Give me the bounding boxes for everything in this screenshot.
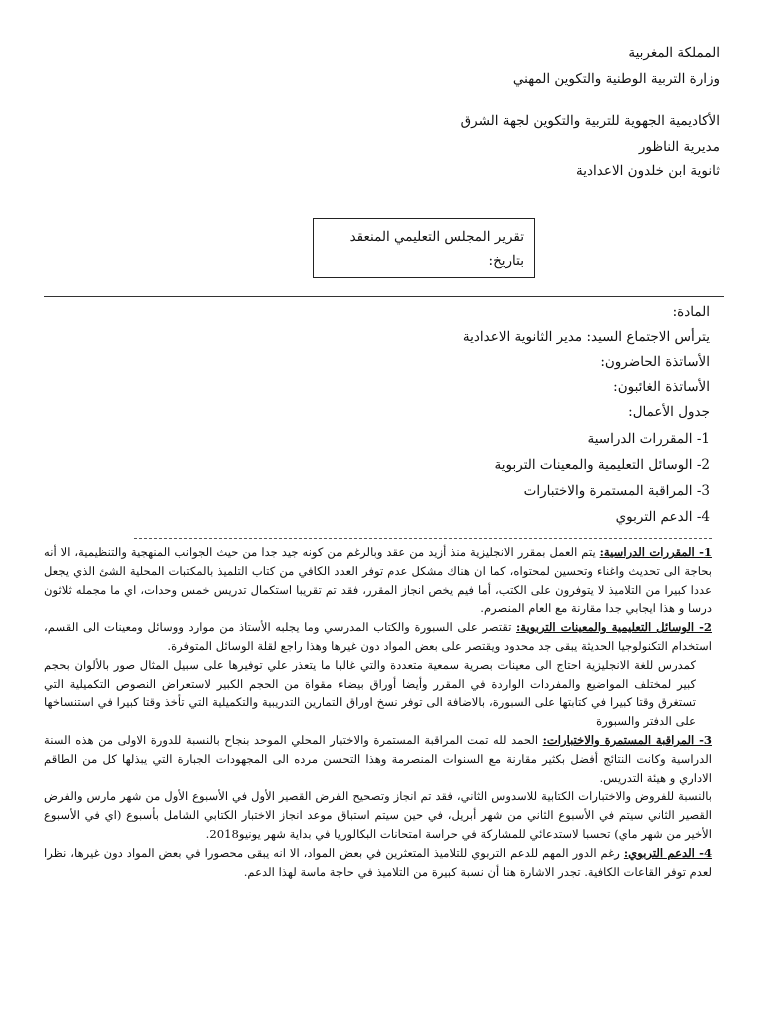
teachers-absent: الأساتذة الغائبون: (613, 379, 710, 395)
header-kingdom: المملكة المغربية (628, 45, 720, 61)
agenda-item: 3- المراقبة المستمرة والاختبارات (523, 483, 710, 499)
agenda-label: جدول الأعمال: (628, 404, 710, 420)
meeting-chair: يترأس الاجتماع السيد: مدير الثانوية الاعدادية (462, 329, 710, 345)
section-heading: 1- المقررات الدراسية: (599, 545, 712, 559)
agenda-item: 4- الدعم التربوي (615, 509, 710, 525)
report-title-box (313, 218, 535, 278)
subject-label: المادة: (672, 304, 710, 320)
section-heading: 4- الدعم التربوي: (623, 845, 713, 860)
header-ministry: وزارة التربية الوطنية والتكوين المهني (512, 71, 720, 87)
section-heading: 2- الوسائل التعليمية والمعينات التربوية: (516, 620, 712, 635)
section-assessment (44, 731, 712, 787)
section-text: تقتصر على السبورة والكتاب المدرسي وما يجلبه الأستاذ من موارد ووسائل ومعينات الى القسم، استخدام التكنولوجيا الحديثة يبقى جد محدود ويقتصر على بعض المواد دون غيرها وهذا راجع لقلة الوسائل المتوفرة. (44, 620, 712, 653)
header-school: ثانوية ابن خلدون الاعدادية (576, 163, 720, 179)
section-paragraph: كمدرس للغة الانجليزية احتاج الى معينات بصرية سمعية متعددة والتي غالبا ما يتعذر علي توفيرها على سبيل المثال صور بالألوان بحجم كبير لمختلف المواضيع والمفردات الواردة في المقرر وأيضا أوراق بيضاء مقواة من الحجم الكبير لاستعراض النصوص التكميلية التي تستغرق وقتا كبيرا في كتابتها على السبورة، بالاضافة الى توفر نسخ اوراق التمارين التدريبية والتكميلية التي تأخذ وقتا كبيرا في استنساخها على الدفتر والسبورة (44, 657, 696, 729)
header-directorate: مديرية الناظور (638, 139, 720, 155)
section-text: يتم العمل بمقرر الانجليزية منذ أزيد من عقد وبالرغم من كونه جيد جدا من حيث الجوانب المنهجية والتنظيمية، الا أنه بحاجة الى تحديث واغناء وتحسين لمحتواه، كما ان هناك مشكل عدم توفر العدد الكافي من كتاب التلميذ بالمكتبات المحلية الشئ الذي يجعل عددا كبيرا من التلاميذ لا يتوفرون على الكتب، أما فيم يخص انجاز المقرر، فقد تم تقريبا استكمال تدريس خمس وحدات، اي ما مجمله ثلاثون درسا و هذا ايجابي جدا مقارنة مع العام المنصرم. (44, 545, 712, 616)
dashed-divider (134, 538, 712, 539)
report-body (44, 543, 712, 881)
horizontal-divider (44, 296, 724, 297)
section-curricula (44, 543, 712, 618)
header-academy: الأكاديمية الجهوية للتربية والتكوين لجهة الشرق (460, 113, 720, 129)
teachers-present: الأساتذة الحاضرون: (600, 354, 710, 370)
report-date-label: بتاريخ: (488, 253, 524, 269)
section-teaching-aids (44, 618, 712, 656)
section-support (44, 844, 712, 882)
agenda-item: 2- الوسائل التعليمية والمعينات التربوية (494, 457, 710, 473)
section-text: الحمد لله تمت المراقبة المستمرة والاختبار المحلي الموحد بنجاح بالنسبة للدورة الاولى من هذه السنة الدراسية وكانت النتائج أفضل بكثير مقارنة مع السنوات المنصرمة وهذا التحسن مرده الى المجهودات الجبارة التي يبذلها كل من الطاقم الاداري و هيئة التدريس. (44, 732, 712, 785)
section-paragraph: بالنسبة للفروض والاختبارات الكتابية للاسدوس الثاني، فقد تم انجاز وتصحيح الفرض القصير الأول في الأسبوع الأول من شهر مارس والفرض القصير الثاني سيتم في الأسبوع الثاني من شهر أبريل، في حين سيتم استباق موعد انجاز الاختبار الكتابي الشامل بأسبوع (اي في الأسبوع الأخير من شهر ماي) تحسبا لاستدعائي للمشاركة في حراسة امتحانات البكالوريا في بداية شهر يونيو2018. (44, 789, 712, 841)
section-heading: 3- المراقبة المستمرة والاختبارات: (542, 732, 712, 747)
report-title: تقرير المجلس التعليمي المنعقد (349, 229, 524, 245)
section-text: رغم الدور المهم للدعم التربوي للتلاميذ المتعثرين في بعض المواد، الا انه يبقى محصورا في بعض المواد دون غيرها، نظرا لعدم توفر القاعات الكافية. تجدر الاشارة هنا أن نسبة كبيرة من التلاميذ في حاجة ماسة لهذا الدعم. (44, 845, 712, 879)
agenda-item: 1- المقررات الدراسية (587, 431, 710, 447)
